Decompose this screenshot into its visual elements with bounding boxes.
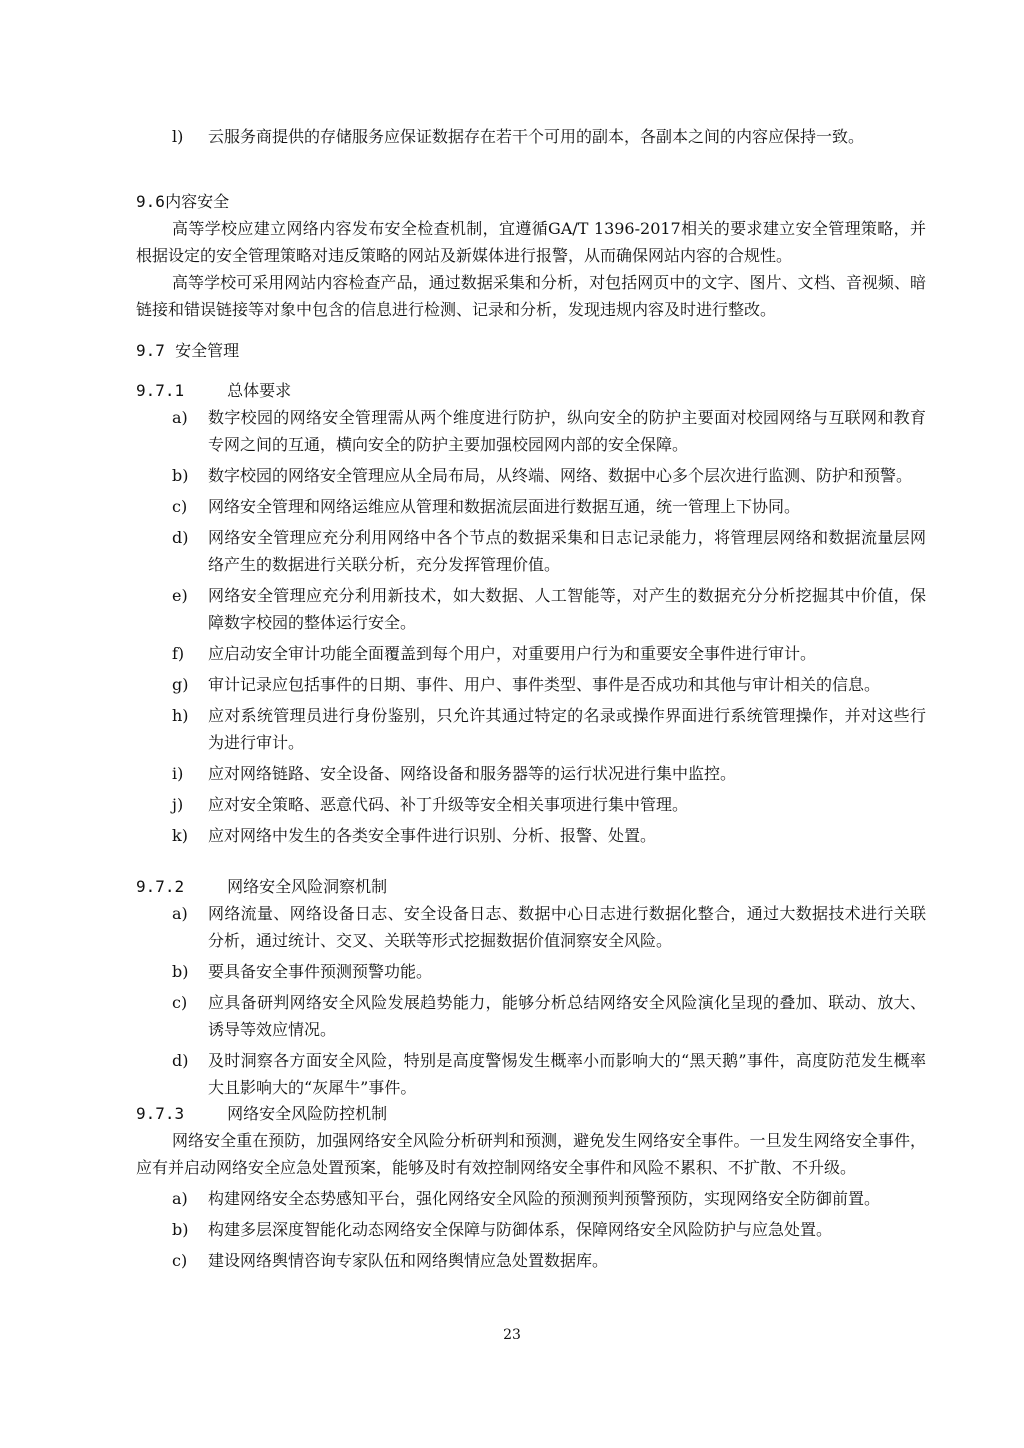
list-text: 应对网络链路、安全设备、网络设备和服务器等的运行状况进行集中监控。 (208, 764, 737, 783)
list-marker: g) (172, 675, 189, 694)
section-9-6 (136, 188, 926, 323)
list-text: 应对系统管理员进行身份鉴别，只允许其通过特定的名录或操作界面进行系统管理操作，并对这些行为进行审计。 (208, 706, 926, 752)
list-item (136, 1247, 926, 1274)
list-item (136, 822, 926, 849)
list-item (136, 702, 926, 756)
list-item (136, 462, 926, 489)
list-marker: l) (172, 127, 184, 146)
list-item (136, 671, 926, 698)
paragraph: 高等学校应建立网络内容发布安全检查机制，宜遵循GA/T 1396-2017相关的要求建立安全管理策略，并根据设定的安全管理策略对违反策略的网站及新媒体进行报警，从而确保网站内容的合规性。 (136, 219, 926, 265)
list-marker: d) (172, 528, 189, 547)
list-marker: b) (172, 466, 189, 485)
section-number: 9.7.2 (136, 877, 185, 896)
list-item (136, 1185, 926, 1212)
list-marker: a) (172, 1189, 188, 1208)
list-marker: e) (172, 586, 188, 605)
intro-list (136, 123, 926, 154)
list-text: 数字校园的网络安全管理需从两个维度进行防护，纵向安全的防护主要面对校园网络与互联网和教育专网之间的互通，横向安全的防护主要加强校园网内部的安全保障。 (208, 408, 926, 454)
list-text: 应对网络中发生的各类安全事件进行识别、分析、报警、处置。 (208, 826, 657, 845)
list-item (136, 791, 926, 818)
subsection-heading (136, 873, 926, 900)
list-text: 应具备研判网络安全风险发展趋势能力，能够分析总结网络安全风险演化呈现的叠加、联动、放大、诱导等效应情况。 (208, 993, 926, 1039)
list-marker: j) (172, 795, 184, 814)
list-marker: h) (172, 706, 189, 725)
page-number: 23 (503, 1327, 521, 1343)
list-marker: d) (172, 1051, 189, 1070)
list-marker: b) (172, 1220, 189, 1239)
list-item (136, 989, 926, 1043)
list-text: 云服务商提供的存储服务应保证数据存在若干个可用的副本，各副本之间的内容应保持一致。 (208, 127, 865, 146)
list-marker: a) (172, 408, 188, 427)
list-text: 构建多层深度智能化动态网络安全保障与防御体系，保障网络安全风险防护与应急处置。 (208, 1220, 833, 1239)
list-item (136, 1047, 926, 1101)
section-number: 9.6 (136, 192, 165, 211)
paragraph: 高等学校可采用网站内容检查产品，通过数据采集和分析，对包括网页中的文字、图片、文档、音视频、暗链接和错误链接等对象中包含的信息进行检测、记录和分析，发现违规内容及时进行整改。 (136, 273, 926, 319)
list-text: 应对安全策略、恶意代码、补丁升级等安全相关事项进行集中管理。 (208, 795, 689, 814)
section-number: 9.7 (136, 341, 165, 360)
list-marker: f) (172, 644, 185, 663)
list-item (136, 760, 926, 787)
section-title: 安全管理 (175, 341, 240, 360)
list-text: 审计记录应包括事件的日期、事件、用户、事件类型、事件是否成功和其他与审计相关的信息。 (208, 675, 881, 694)
list-item (136, 640, 926, 667)
list-text: 应启动安全审计功能全面覆盖到每个用户，对重要用户行为和重要安全事件进行审计。 (208, 644, 817, 663)
list-marker: a) (172, 904, 188, 923)
section-heading (136, 337, 926, 364)
section-heading (136, 188, 926, 215)
list-item (136, 524, 926, 578)
list-text: 网络流量、网络设备日志、安全设备日志、数据中心日志进行数据化整合，通过大数据技术进行关联分析，通过统计、交叉、关联等形式挖掘数据价值洞察安全风险。 (208, 904, 926, 950)
list-marker: i) (172, 764, 184, 783)
list-item (136, 1216, 926, 1243)
list-text: 及时洞察各方面安全风险，特别是高度警惕发生概率小而影响大的“黑天鹅”事件，高度防范发生概率大且影响大的“灰犀牛”事件。 (208, 1051, 926, 1097)
section-9-7-2 (136, 873, 926, 1105)
list-item (136, 404, 926, 458)
list-marker: k) (172, 826, 188, 845)
list-item (136, 123, 926, 150)
list-text: 网络安全管理应充分利用网络中各个节点的数据采集和日志记录能力，将管理层网络和数据流量层网络产生的数据进行关联分析，充分发挥管理价值。 (208, 528, 926, 574)
list-marker: c) (172, 993, 188, 1012)
list-marker: b) (172, 962, 189, 981)
section-9-7-1 (136, 377, 926, 853)
list-marker: c) (172, 1251, 188, 1270)
list-text: 数字校园的网络安全管理应从全局布局，从终端、网络、数据中心多个层次进行监测、防护和预警。 (208, 466, 913, 485)
list-item (136, 582, 926, 636)
section-title: 内容安全 (165, 192, 230, 211)
list-text: 要具备安全事件预测预警功能。 (208, 962, 433, 981)
subsection-heading (136, 377, 926, 404)
section-title: 总体要求 (227, 381, 292, 400)
list-marker: c) (172, 497, 188, 516)
list-item (136, 493, 926, 520)
section-number: 9.7.1 (136, 381, 185, 400)
list-text: 网络安全管理应充分利用新技术，如大数据、人工智能等，对产生的数据充分分析挖掘其中价值，保障数字校园的整体运行安全。 (208, 586, 926, 632)
list-text: 构建网络安全态势感知平台，强化网络安全风险的预测预判预警预防，实现网络安全防御前置。 (208, 1189, 881, 1208)
section-title: 网络安全风险洞察机制 (227, 877, 388, 896)
subsection-heading (136, 1100, 926, 1127)
section-9-7-3 (136, 1100, 926, 1278)
list-text: 建设网络舆情咨询专家队伍和网络舆情应急处置数据库。 (208, 1251, 609, 1270)
list-text: 网络安全管理和网络运维应从管理和数据流层面进行数据互通，统一管理上下协同。 (208, 497, 801, 516)
section-9-7 (136, 337, 926, 364)
paragraph: 网络安全重在预防，加强网络安全风险分析研判和预测，避免发生网络安全事件。一旦发生网络安全事件，应有并启动网络安全应急处置预案，能够及时有效控制网络安全事件和风险不累积、不扩散、不升级。 (136, 1131, 926, 1177)
list-item (136, 958, 926, 985)
section-title: 网络安全风险防控机制 (227, 1104, 388, 1123)
list-item (136, 900, 926, 954)
section-number: 9.7.3 (136, 1104, 185, 1123)
